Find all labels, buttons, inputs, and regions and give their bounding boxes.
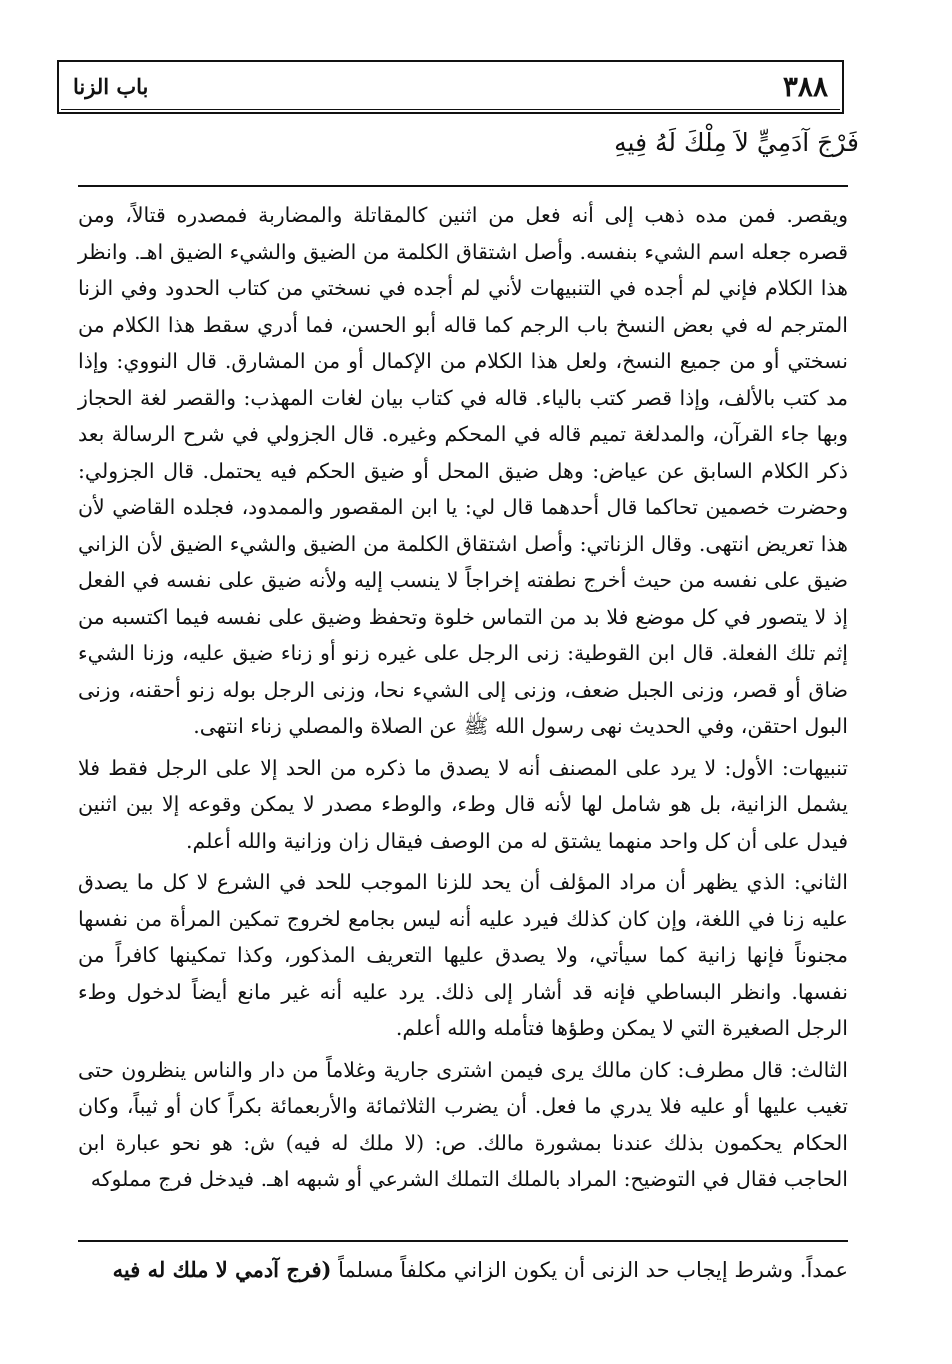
commentary-paragraph: الثالث: قال مطرف: كان مالك يرى فيمن اشترى جارية وغلاماً من دار والناس ينظرون حتى تغيب عليها أو عليه فلا يدري ما فعل. أن يضرب الثلاثمائة والأربعمائة بكراً كان أو ثيباً، وكان الحكام يحكمون بذلك عندنا بمشورة مالك. ص: (لا ملك له فيه) ش: هو نحو عبارة ابن الحاجب فقال في التوضيح: المراد بالملك التملك الشرعي أو شبهه اهـ. فيدخل فرج مملوكه [78, 1057, 848, 1191]
commentary-body [78, 197, 848, 1203]
chapter-title: باب الزنا [73, 74, 149, 99]
page-number: ٣٨٨ [782, 70, 828, 103]
commentary-paragraph: ويقصر. فمن مده ذهب إلى أنه فعل من اثنين كالمقاتلة والمضاربة فمصدره قتالاً، ومن قصره جعله اسم الشيء بنفسه. وأصل اشتقاق الكلمة من الضيق والشيء الضيق اهـ. وانظر هذا الكلام فإني لم أجده في التنبيهات لأني لم أجده في نسختي من كتاب الحدود وفي الزنا المترجم له في بعض النسخ باب الرجم كما قاله أبو الحسن، فما أدري سقط هذا الكلام من نسختي أو من جميع النسخ، ولعل هذا الكلام من الإكمال أو من المشارق. قال النووي: وإذا مد كتب بالألف، وإذا قصر كتب بالياء. قاله في كتاب بيان لغات المهذب: والقصر لغة الحجاز وبها جاء القرآن، والمدلغة تميم قاله في المحكم وغيره. قال الجزولي في شرح الرسالة بعد ذكر الكلام السابق عن عياض: وهل ضيق المحل أو ضيق الحكم فيه يحتمل. قال الجزولي: وحضرت خصمين تحاكما قال أحدهما قال لي: يا ابن المقصور والممدود، فجلده القاضي لأن هذا تعريض انتهى. وقال الزناتي: وأصل اشتقاق الكلمة من الضيق والشيء الضيق لأن الزاني ضيق على نفسه من حيث أخرج نطفته إخراجاً لا ينسب إليه ولأنه ضيق على نفسه في الفعل إذ لا يتصور في كل موضع فلا بد من التماس خلوة وتحفظ وضيق على نفسه فيما اكتسبه من إثم تلك الفعلة. قال ابن القوطية: زنى الرجل على غيره زنو أو زناء ضيق عليه، وزنا الشيء ضاق أو قصر، وزنى الجبل ضعف، وزنى إلى الشيء نحا، وزنى الرجل بوله زنو أحقنه، وزنى البول احتقن، وفي الحديث نهى رسول الله ﷺ عن الصلاة والمصلي زناء انتهى. [78, 203, 848, 738]
matn-excerpt: فَرْجَ آدَمِيٍّ لاَ مِلْكَ لَهُ فِيهِ [614, 128, 859, 157]
footer-matn [78, 1250, 848, 1290]
top-divider [78, 185, 848, 187]
bottom-divider [78, 1240, 848, 1242]
footer-matn-bold-text: (فرج آدمي لا ملك له فيه [112, 1257, 332, 1282]
page-header [57, 60, 844, 114]
footer-matn-text: عمداً. وشرط إيجاب حد الزنى أن يكون الزاني مكلفاً مسلماً [331, 1258, 848, 1282]
commentary-paragraph: الثاني: الذي يظهر أن مراد المؤلف أن يحد للزنا الموجب للحد في الشرع لا كل ما يصدق عليه زنا في اللغة، وإن كان كذلك فيرد عليه أنه ليس بجامع لخروج تمكين المرأة من نفسها مجنوناً فإنها زانية كما سيأتي، ولا يصدق عليها التعريف المذكور، وكذا تمكينها كافراً من نفسها. وانظر البساطي فإنه قد أشار إلى ذلك. يرد عليه أنه غير مانع أيضاً لدخول وطء الرجل الصغيرة التي لا يمكن وطؤها فتأمله والله أعلم. [78, 870, 848, 1040]
commentary-paragraph: تنبيهات: الأول: لا يرد على المصنف أنه لا يصدق ما ذكره من الحد إلا على الرجل فقط فلا يشمل الزانية، بل هو شامل لها لأنه قال وطء، والوطء مصدر لا يمكن وقوعه إلا بين اثنين فيدل على أن كل واحد منهما يشتق له من الوصف فيقال زان وزانية والله أعلم. [78, 755, 848, 853]
